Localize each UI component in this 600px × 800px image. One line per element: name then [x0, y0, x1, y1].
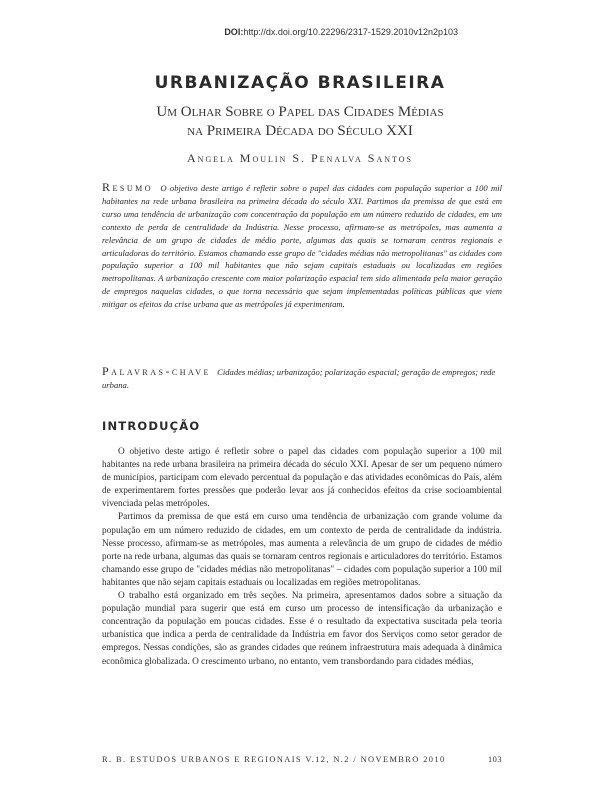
keywords-label: Palavras-chave [102, 364, 211, 378]
journal-citation: R. B. ESTUDOS URBANOS E REGIONAIS V.12, N.2 / NOVEMBRO 2010 [102, 755, 446, 764]
introduction-body [102, 446, 502, 669]
section-heading-introduction: INTRODUÇÃO [102, 419, 201, 433]
doi-line [224, 27, 458, 38]
paragraph-1: O objetivo deste artigo é refletir sobre o papel das cidades com população superior a 100 mil habitantes na rede urbana brasileira na primeira década do século XXI. Apesar de ser um pequeno número de municípios, participam com elevado percentual da população e das atividades econômicas do País, além de experimentarem fortes pressões que poderão levar aos já conhecidos efeitos da crise socioambiental vivenciada pelas metrópoles. [102, 447, 502, 510]
doi-label: DOI: [224, 27, 244, 37]
article-subtitle [0, 103, 600, 141]
keywords-text: Cidades médias; urbanização; polarização espacial; geração de empregos; rede urbana. [102, 367, 496, 390]
abstract [102, 181, 502, 311]
subtitle-line-2: na Primeira Década do Século XXI [187, 123, 413, 139]
abstract-text: O objetivo deste artigo é refletir sobre o papel das cidades com população superior a 100 mil habitantes na rede urbana brasileira na primeira década do século XXI. Partimos da premissa de que está em curso uma tendência de urbanização com concentração da população em um número reduzido de cidades, em um contexto de perda de centralidade da Indústria. Nesse processo, afirmam-se as metrópoles, mas aumenta a relevância de um grupo de cidades de médio porte, algumas das quais se tornaram centros regionais e articuladoras do território. Estamos chamando esse grupo de "cidades médias não metropolitanas" as cidades com população superior a 100 mil habitantes que não sejam capitais estaduais ou localizadas em regiões metropolitanas. A urbanização crescente com maior polarização espacial tem sido alimentada pela maior geração de empregos naquelas cidades, o que torna necessário que sejam implementadas políticas públicas que viem mitigar os efeitos da crise urbana que as metrópoles já experimentam. [102, 183, 502, 310]
paragraph-3: O trabalho está organizado em três seções. Na primeira, apresentamos dados sobre a situação da população mundial para sugerir que está em curso um processo de intensificação da urbanização e concentração da população em poucas cidades. Esse é o resultado da expectativa suscitada pela teoria urbanística que indica a perda de centralidade da Indústria em favor dos Serviços como setor gerador de empregos. Nessas condições, são as grandes cidades que reúnem infraestrutura mais adequada à dinâmica econômica globalizada. O crescimento urbano, no entanto, vem transbordando para cidades médias, [102, 591, 502, 667]
page-number: 103 [487, 755, 502, 764]
keywords [102, 365, 502, 392]
subtitle-line-1: Um Olhar Sobre o Papel das Cidades Médias [156, 104, 444, 120]
abstract-label: Resumo [102, 180, 154, 194]
doi-link[interactable]: http://dx.doi.org/10.22296/2317-1529.2010v12n2p103 [243, 27, 458, 37]
author-name: Angela Moulin S. Penalva Santos [187, 151, 413, 165]
page-footer [102, 754, 502, 765]
paragraph-2: Partimos da premissa de que está em curso uma tendência de urbanização com grande volume da população em um número reduzido de cidades, em um contexto de perda de centralidade da indústria. Nesse processo, afirmam-se as metrópoles, mas aumenta a relevância de um grupo de cidades de médio porte na rede urbana, algumas das quais se tornaram centros regionais e articuladores do território. Estamos chamando esse grupo de "cidades médias não metropolitanas" – cidades com população superior a 100 mil habitantes que não sejam capitais estaduais ou localizadas em regiões metropolitanas. [102, 512, 502, 588]
article-title: URBANIZAÇÃO BRASILEIRA [154, 73, 446, 93]
